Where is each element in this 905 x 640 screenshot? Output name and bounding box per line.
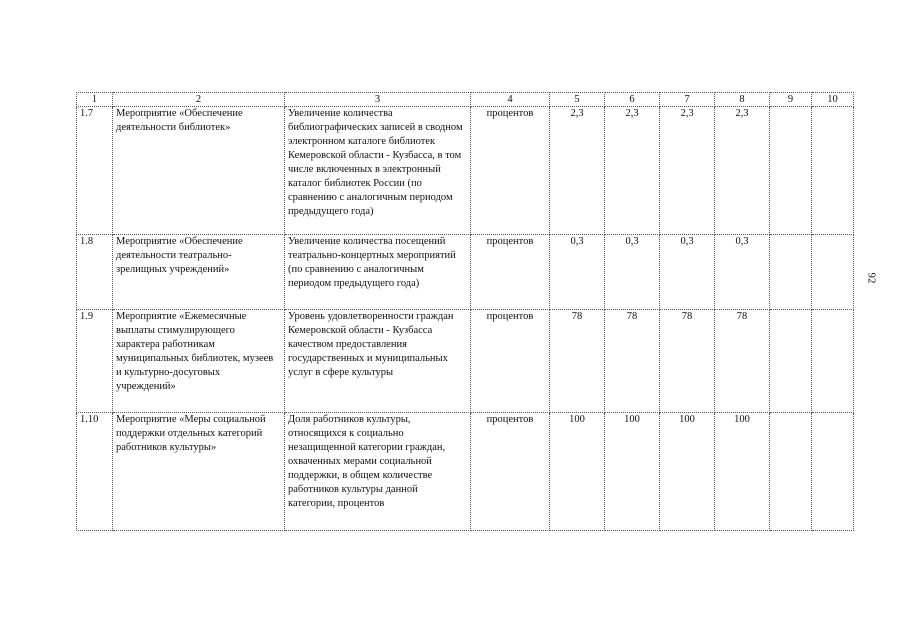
- row-name: Мероприятие «Обеспечение деятельности театрально-зрелищных учреждений»: [113, 235, 285, 310]
- row-id: 1.9: [77, 310, 113, 413]
- row-unit: процентов: [471, 107, 550, 235]
- row-unit: процентов: [471, 310, 550, 413]
- row-value: 2,3: [660, 107, 715, 235]
- row-id: 1.10: [77, 413, 113, 531]
- row-value: [812, 310, 854, 413]
- row-value: 2,3: [605, 107, 660, 235]
- row-unit: процентов: [471, 235, 550, 310]
- row-value: 2,3: [550, 107, 605, 235]
- indicators-table: [76, 92, 854, 531]
- page-number: 92: [865, 272, 878, 284]
- table-row: [77, 310, 854, 413]
- row-id: 1.8: [77, 235, 113, 310]
- header-cell: 10: [812, 93, 854, 107]
- row-value: [770, 107, 812, 235]
- header-cell: 9: [770, 93, 812, 107]
- row-value: 100: [715, 413, 770, 531]
- header-row: [77, 93, 854, 107]
- row-value: 0,3: [605, 235, 660, 310]
- table-row: [77, 235, 854, 310]
- row-indicator: Увеличение количества посещений театрально-концертных мероприятий (по сравнению с аналогичным периодом предыдущего года): [285, 235, 471, 310]
- row-value: 0,3: [550, 235, 605, 310]
- row-value: 0,3: [660, 235, 715, 310]
- table-row: [77, 413, 854, 531]
- row-value: [770, 413, 812, 531]
- row-value: 100: [550, 413, 605, 531]
- row-value: [812, 107, 854, 235]
- header-cell: 8: [715, 93, 770, 107]
- row-value: 78: [660, 310, 715, 413]
- row-value: 78: [605, 310, 660, 413]
- row-value: 2,3: [715, 107, 770, 235]
- table-row: [77, 107, 854, 235]
- header-cell: 1: [77, 93, 113, 107]
- row-name: Мероприятие «Обеспечение деятельности библиотек»: [113, 107, 285, 235]
- row-name: Мероприятие «Ежемесячные выплаты стимулирующего характера работникам муниципальных библиотек, музеев и культурно-досуговых учреждений»: [113, 310, 285, 413]
- row-value: [770, 310, 812, 413]
- row-value: 78: [715, 310, 770, 413]
- row-unit: процентов: [471, 413, 550, 531]
- header-cell: 6: [605, 93, 660, 107]
- row-id: 1.7: [77, 107, 113, 235]
- header-cell: 3: [285, 93, 471, 107]
- header-cell: 5: [550, 93, 605, 107]
- row-indicator: Доля работников культуры, относящихся к социально незащищенной категории граждан, охваченных мерами социальной поддержки, в общем количестве работников культуры данной категории, процентов: [285, 413, 471, 531]
- row-value: [812, 413, 854, 531]
- row-indicator: Уровень удовлетворенности граждан Кемеровской области - Кузбасса качеством предоставления государственных и муниципальных услуг в сфере культуры: [285, 310, 471, 413]
- row-value: 78: [550, 310, 605, 413]
- header-cell: 2: [113, 93, 285, 107]
- row-value: 100: [605, 413, 660, 531]
- row-value: [770, 235, 812, 310]
- row-indicator: Увеличение количества библиографических записей в сводном электронном каталоге библиотек Кемеровской области - Кузбасса, в том числе включенных в электронный каталог библиотек России (по сравнению с аналогичным периодом предыдущего года): [285, 107, 471, 235]
- header-cell: 4: [471, 93, 550, 107]
- row-name: Мероприятие «Меры социальной поддержки отдельных категорий работников культуры»: [113, 413, 285, 531]
- row-value: 100: [660, 413, 715, 531]
- header-cell: 7: [660, 93, 715, 107]
- row-value: [812, 235, 854, 310]
- row-value: 0,3: [715, 235, 770, 310]
